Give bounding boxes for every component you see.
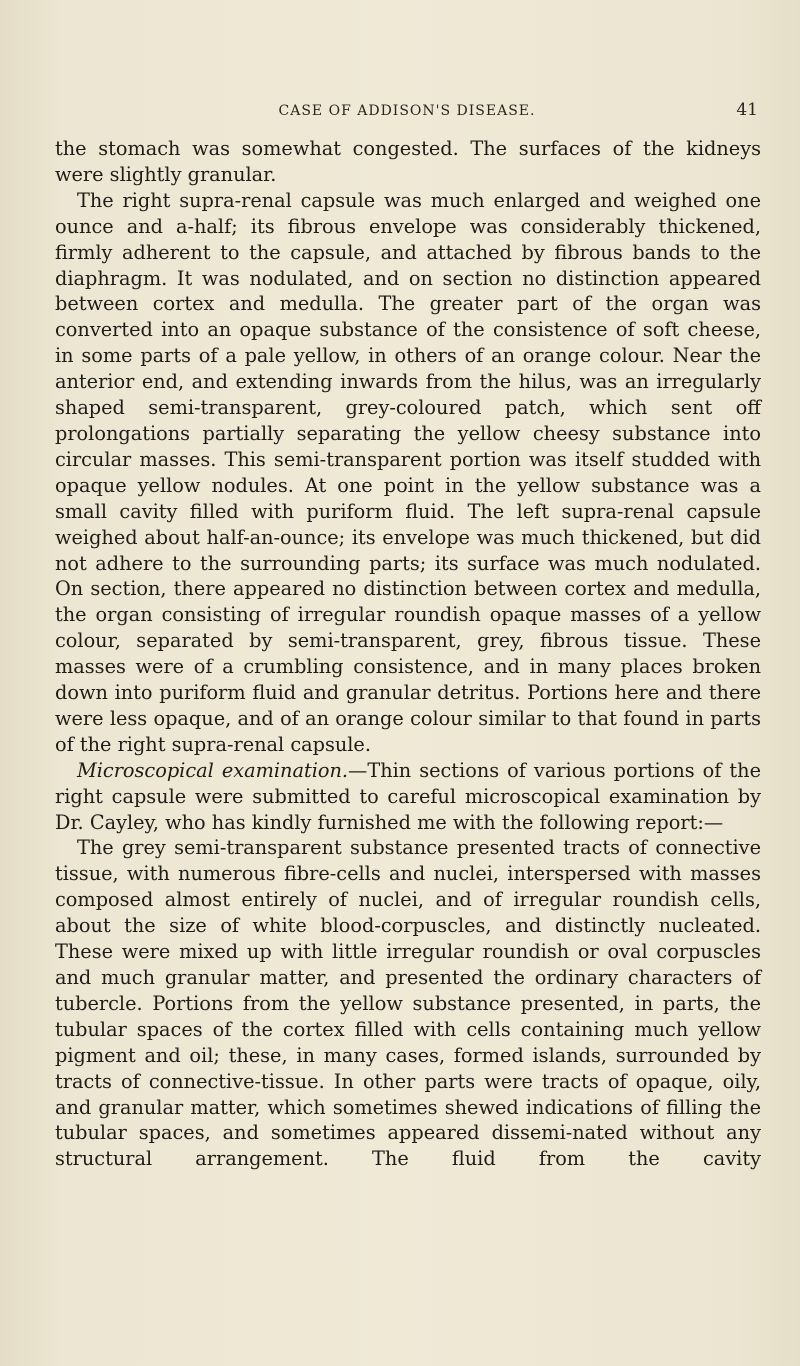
paragraph-continuation: the stomach was somewhat congested. The surfaces of the kidneys were slightly granular.	[55, 137, 761, 186]
paragraph-supra-renal: The right supra-renal capsule was much enlarged and weighed one ounce and a-half; its fibrous envelope was considerably thickened, firmly adherent to the capsule, and attached by fibrous bands to the diaphragm. It was nodulated, and on section no distinction appeared between cortex and medulla. The greater part of the organ was converted into an opaque substance of the consistence of soft cheese, in some parts of a pale yellow, in others of an orange colour. Near the anterior end, and extending inwards from the hilus, was an irregularly shaped semi-transparent, grey-coloured patch, which sent off prolongations partially separating the yellow cheesy substance into circular masses. This semi-transparent portion was itself studded with opaque yellow nodules. At one point in the yellow substance was a small cavity filled with puriform fluid. The left supra-renal capsule weighed about half-an-ounce; its envelope was much thickened, but did not adhere to the surrounding parts; its surface was much nodulated. On section, there appeared no distinction between cortex and medulla, the organ consisting of irregular roundish opaque masses of a yellow colour, separated by semi-transparent, grey, fibrous tissue. These masses were of a crumbling consistence, and in many places broken down into puriform fluid and granular detritus. Portions here and there were less opaque, and of an orange colour similar to that found in parts of the right supra-renal capsule.	[55, 188, 761, 756]
body-text	[55, 136, 761, 1172]
paragraph-report: The grey semi-transparent substance presented tracts of connective tissue, with numerous fibre-cells and nuclei, interspersed with masses composed almost entirely of nuclei, and of irregular roundish cells, about the size of white blood-corpuscles, and distinctly nucleated. These were mixed up with little irregular roundish or oval corpuscles and much granular matter, and presented the ordinary characters of tubercle. Portions from the yellow substance presented, in parts, the tubular spaces of the cortex filled with cells containing much yellow pigment and oil; these, in many cases, formed islands, surrounded by tracts of connective-tissue. In other parts were tracts of opaque, oily, and granular matter, which sometimes shewed indications of filling the tubular spaces, and sometimes appeared dissemi-nated without any structural arrangement. The fluid from the cavity	[55, 836, 761, 1171]
paragraph-microscopical	[55, 758, 761, 836]
section-text: —Thin sections of various portions of the right capsule were submitted to careful microscopical examination by Dr. Cayley, who has kindly furnished me with the following report:—	[55, 758, 761, 834]
page-number: 41	[736, 100, 758, 120]
section-heading: Microscopical examination.	[77, 758, 349, 782]
page-header	[56, 100, 758, 124]
running-head: CASE OF ADDISON'S DISEASE.	[278, 103, 536, 119]
